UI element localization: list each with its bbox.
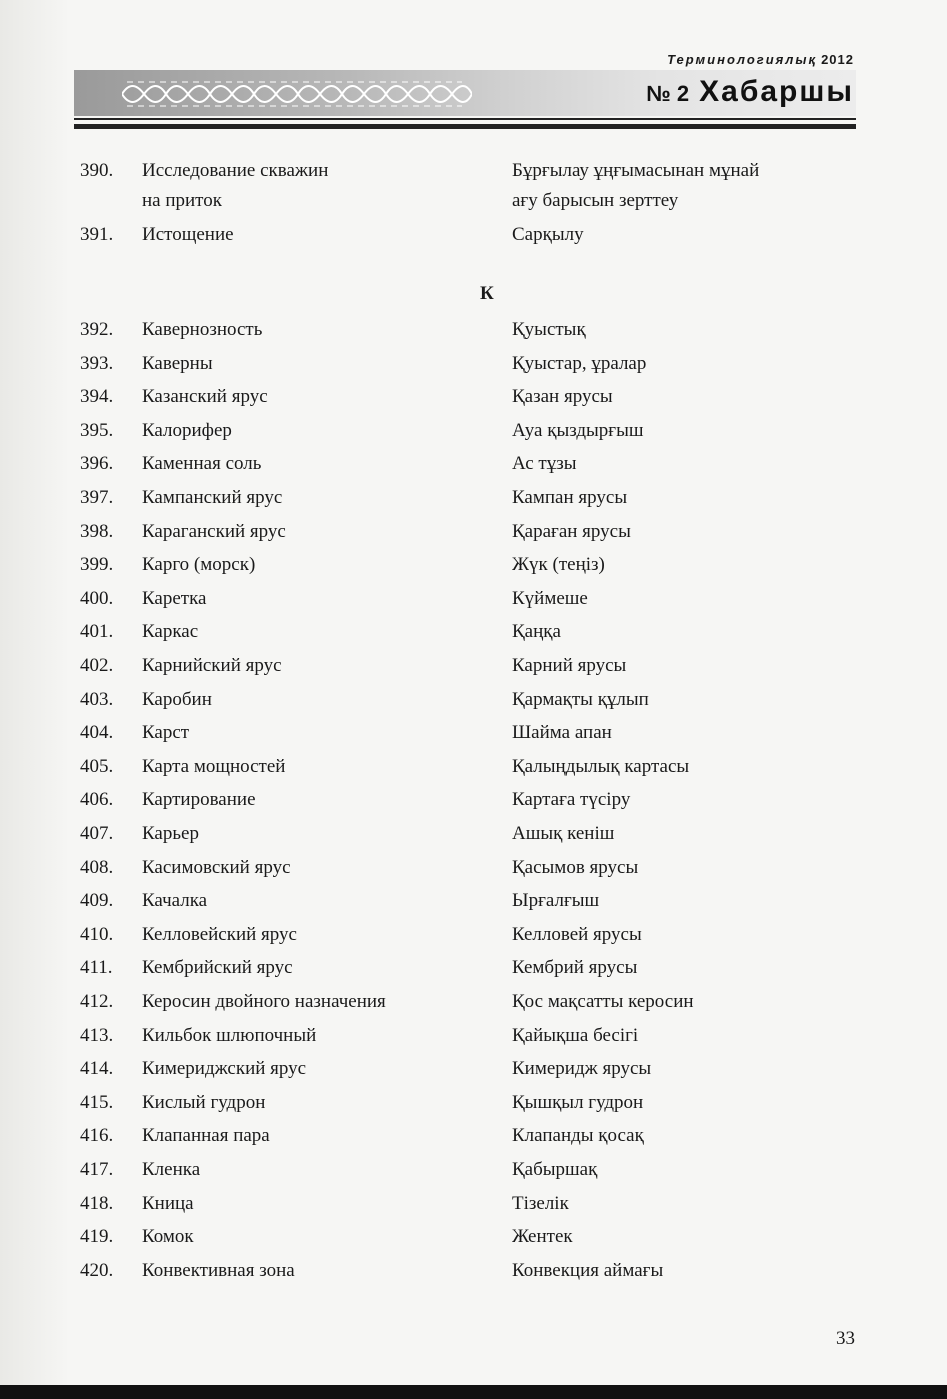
- russian-term: Караганский ярус: [142, 521, 286, 542]
- kazakh-term: Қуыстық: [512, 319, 586, 340]
- entry-number: 416.: [80, 1125, 114, 1146]
- term-entry-390-continued: [0, 184, 947, 218]
- term-entry: [0, 582, 947, 616]
- russian-term: Карта мощностей: [142, 756, 286, 777]
- entry-number: 414.: [80, 1058, 114, 1079]
- kazakh-term: Кимеридж ярусы: [512, 1058, 652, 1079]
- term-entry: [0, 313, 947, 347]
- kazakh-term: Бұрғылау ұңғымасынан мұнай: [512, 160, 760, 181]
- russian-term: Каретка: [142, 588, 207, 609]
- kazakh-term: Ырғалғыш: [512, 890, 600, 911]
- russian-term: Картирование: [142, 789, 256, 810]
- russian-term: Кембрийский ярус: [142, 957, 293, 978]
- russian-term: Карьер: [142, 823, 199, 844]
- term-entry: [0, 985, 947, 1019]
- term-entry-390: [0, 154, 947, 188]
- entry-number: 418.: [80, 1193, 114, 1214]
- issue-heading: [646, 75, 854, 109]
- journal-title: [560, 52, 854, 67]
- term-entry: [0, 951, 947, 985]
- entry-number: 409.: [80, 890, 114, 911]
- kazakh-term: Шайма апан: [512, 722, 612, 743]
- term-entry: [0, 1220, 947, 1254]
- entry-number: 413.: [80, 1025, 114, 1046]
- russian-term: Кислый гудрон: [142, 1092, 266, 1113]
- entry-number: 420.: [80, 1260, 114, 1281]
- term-entry: [0, 515, 947, 549]
- entry-number: 391.: [80, 224, 114, 245]
- kazakh-term: Картаға түсіру: [512, 789, 631, 810]
- term-entry: [0, 683, 947, 717]
- russian-term: Кампанский ярус: [142, 487, 283, 508]
- russian-term: Конвективная зона: [142, 1260, 295, 1281]
- kazakh-term: Сарқылу: [512, 224, 584, 245]
- entry-number: 395.: [80, 420, 114, 441]
- term-entry: [0, 347, 947, 381]
- kazakh-term: Қабыршақ: [512, 1159, 598, 1180]
- kazakh-term: Қараған ярусы: [512, 521, 631, 542]
- russian-term: Кимериджский ярус: [142, 1058, 307, 1079]
- russian-term: Керосин двойного назначения: [142, 991, 386, 1012]
- kazakh-term: Ауа қыздырғыш: [512, 420, 644, 441]
- russian-term: Казанский ярус: [142, 386, 268, 407]
- russian-term: Исследование скважин: [142, 160, 329, 181]
- russian-term: Каркас: [142, 621, 199, 642]
- kazakh-term: Жентек: [512, 1226, 573, 1247]
- term-entry: [0, 918, 947, 952]
- entry-number: 403.: [80, 689, 114, 710]
- russian-term: Кильбок шлюпочный: [142, 1025, 317, 1046]
- kazakh-term: Карний ярусы: [512, 655, 627, 676]
- publication-title: Хабаршы: [699, 75, 854, 108]
- term-entry: [0, 817, 947, 851]
- entry-number: 394.: [80, 386, 114, 407]
- kazakh-term: Қалыңдылық картасы: [512, 756, 690, 777]
- term-entry: [0, 615, 947, 649]
- term-entry: [0, 548, 947, 582]
- kazakh-term: Келловей ярусы: [512, 924, 642, 945]
- term-entry: [0, 1086, 947, 1120]
- kazakh-term: Тізелік: [512, 1193, 569, 1214]
- entry-number: 415.: [80, 1092, 114, 1113]
- term-entry: [0, 447, 947, 481]
- entry-number: 397.: [80, 487, 114, 508]
- entry-number: 406.: [80, 789, 114, 810]
- entry-number: 398.: [80, 521, 114, 542]
- russian-term: Клапанная пара: [142, 1125, 270, 1146]
- entry-number: 401.: [80, 621, 114, 642]
- russian-term: Истощение: [142, 224, 234, 245]
- kazakh-term: Күймеше: [512, 588, 588, 609]
- russian-term: Карст: [142, 722, 190, 743]
- kazakh-term: Қышқыл гудрон: [512, 1092, 644, 1113]
- ornament-pattern: [122, 74, 472, 114]
- issue-number: № 2: [646, 81, 690, 106]
- kazakh-term: Конвекция аймағы: [512, 1260, 664, 1281]
- header-rule-thick: [74, 124, 856, 129]
- entry-number: 392.: [80, 319, 114, 340]
- term-entry: [0, 750, 947, 784]
- kazakh-term: Кембрий ярусы: [512, 957, 638, 978]
- term-entry: [0, 1119, 947, 1153]
- russian-term: Кавернозность: [142, 319, 263, 340]
- kazakh-term: Қасымов ярусы: [512, 857, 639, 878]
- term-entry-391: [0, 218, 947, 252]
- kazakh-term: Клапанды қосақ: [512, 1125, 644, 1146]
- term-entry: [0, 1187, 947, 1221]
- page-number: 33: [836, 1328, 855, 1349]
- term-entry: [0, 380, 947, 414]
- entry-number: 393.: [80, 353, 114, 374]
- entry-number: 396.: [80, 453, 114, 474]
- entry-number: 407.: [80, 823, 114, 844]
- kazakh-term: Қазан ярусы: [512, 386, 613, 407]
- page-bottom-edge: [0, 1385, 947, 1399]
- russian-term: Калорифер: [142, 420, 232, 441]
- term-entry: [0, 1019, 947, 1053]
- kazakh-term: Ас тұзы: [512, 453, 577, 474]
- entry-number: 399.: [80, 554, 114, 575]
- term-entry: [0, 649, 947, 683]
- kazakh-term-continued: ағу барысын зерттеу: [512, 190, 679, 211]
- kazakh-term: Қайықша бесігі: [512, 1025, 639, 1046]
- russian-term: Келловейский ярус: [142, 924, 297, 945]
- term-entry: [0, 1052, 947, 1086]
- russian-term: Карго (морск): [142, 554, 256, 575]
- term-entry: [0, 1153, 947, 1187]
- kazakh-term: Кампан ярусы: [512, 487, 628, 508]
- entry-number: 410.: [80, 924, 114, 945]
- entry-number: 402.: [80, 655, 114, 676]
- term-entry: [0, 1254, 947, 1288]
- kazakh-term: Ашық кеніш: [512, 823, 615, 844]
- term-entry: [0, 481, 947, 515]
- kazakh-term: Қос мақсатты керосин: [512, 991, 694, 1012]
- russian-term: Качалка: [142, 890, 208, 911]
- journal-name: Терминологиялық: [667, 52, 818, 67]
- entry-number: 412.: [80, 991, 114, 1012]
- russian-term: Кленка: [142, 1159, 201, 1180]
- kazakh-term: Қуыстар, ұралар: [512, 353, 647, 374]
- russian-term: Каменная соль: [142, 453, 262, 474]
- russian-term: Кница: [142, 1193, 194, 1214]
- kazakh-term: Қармақты құлып: [512, 689, 649, 710]
- entry-number: 417.: [80, 1159, 114, 1180]
- header-rule-thin: [74, 118, 856, 120]
- journal-year: 2012: [821, 52, 854, 67]
- term-entry: [0, 716, 947, 750]
- russian-term: Каверны: [142, 353, 213, 374]
- russian-term: Карнийский ярус: [142, 655, 282, 676]
- russian-term: Каробин: [142, 689, 212, 710]
- entry-number: 411.: [80, 957, 113, 978]
- entry-number: 390.: [80, 160, 114, 181]
- kazakh-term: Қаңқа: [512, 621, 561, 642]
- russian-term: Касимовский ярус: [142, 857, 291, 878]
- russian-term-continued: на приток: [142, 190, 222, 211]
- entry-number: 405.: [80, 756, 114, 777]
- section-letter: К: [480, 283, 494, 304]
- term-entry: [0, 414, 947, 448]
- entry-number: 400.: [80, 588, 114, 609]
- russian-term: Комок: [142, 1226, 194, 1247]
- term-entry: [0, 884, 947, 918]
- entry-number: 404.: [80, 722, 114, 743]
- term-entry: [0, 851, 947, 885]
- kazakh-term: Жүк (теңіз): [512, 554, 605, 575]
- term-entry: [0, 783, 947, 817]
- entry-number: 419.: [80, 1226, 114, 1247]
- entry-number: 408.: [80, 857, 114, 878]
